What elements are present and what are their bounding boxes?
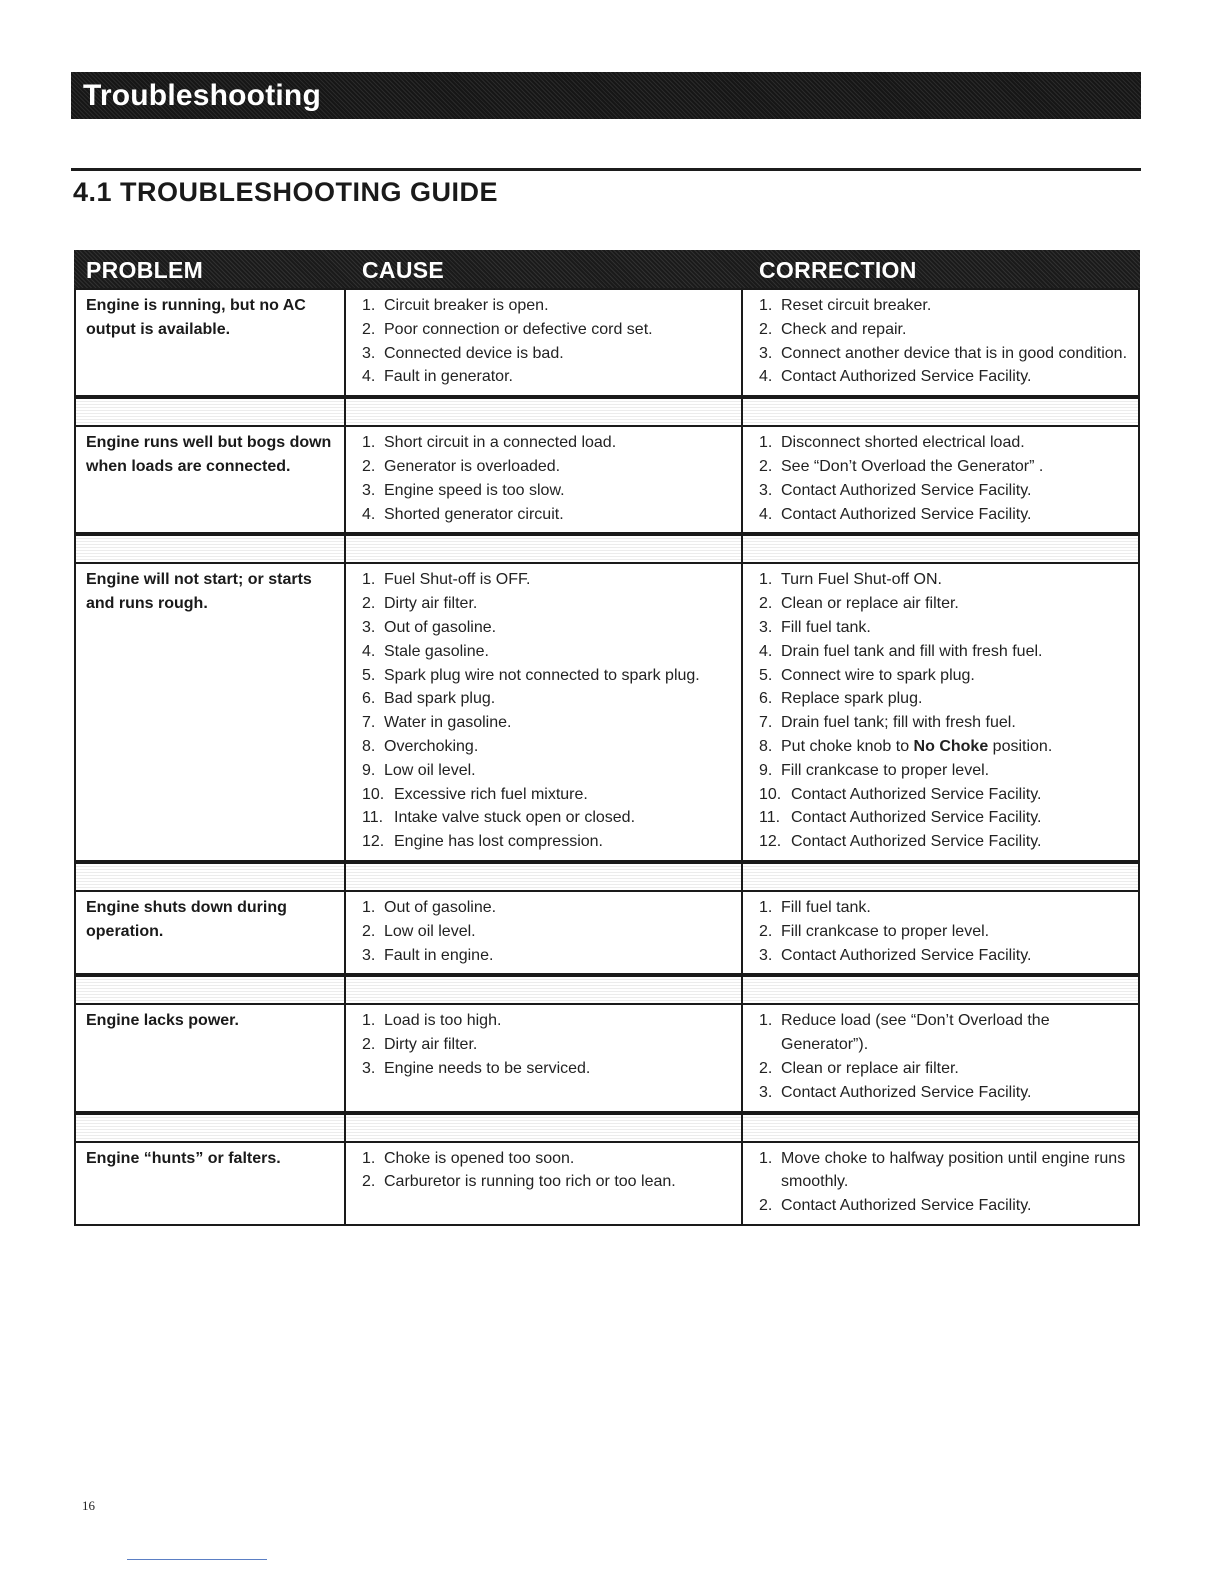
list-item [759,342,1128,366]
item-text: Check and repair. [781,320,907,338]
item-text: Connect wire to spark plug. [781,666,975,684]
cause-cell [346,568,743,854]
item-number: 8. [362,737,376,755]
item-text: Bad spark plug. [384,690,496,708]
item-number: 10. [759,785,782,803]
table-row [74,1143,1140,1226]
list-item [362,294,735,318]
item-text: Short circuit in a connected load. [384,434,617,452]
list-item [362,592,735,616]
item-text: Disconnect shorted electrical load. [781,434,1025,452]
item-number: 2. [362,320,376,338]
correction-cell [743,896,1138,967]
item-text: Contact Authorized Service Facility. [781,1197,1032,1215]
item-text: Fill fuel tank. [781,618,871,636]
list-item [362,1009,735,1033]
item-number: 1. [362,1012,376,1030]
item-text: Dirty air filter. [384,595,478,613]
list-item [759,592,1128,616]
list-item [759,503,1128,527]
problem-cell [76,294,346,389]
item-number: 4. [759,642,773,660]
list-item [759,568,1128,592]
item-text: Connected device is bad. [384,344,564,362]
item-number: 2. [759,1059,773,1077]
item-text: Contact Authorized Service Facility. [781,481,1032,499]
column-header-correction: CORRECTION [759,257,917,283]
item-text: See “Don’t Overload the Generator” . [781,457,1044,475]
list-item [759,783,1128,807]
item-number: 1. [759,1012,773,1030]
cause-cell [346,896,743,967]
item-text: Contact Authorized Service Facility. [791,809,1042,827]
item-number: 1. [362,297,376,314]
heading-rule [71,168,1141,171]
item-text: Engine has lost compression. [394,833,603,851]
list-item [362,664,735,688]
item-text: Out of gasoline. [384,898,497,916]
list-item [362,711,735,735]
item-number: 3. [759,946,773,964]
list-item [362,342,735,366]
item-number: 1. [759,571,773,589]
list-item [759,1081,1128,1105]
item-text: Reduce load (see “Don’t Overload the Generator”). [781,1012,1050,1054]
list-item [362,503,735,527]
item-number: 1. [759,297,773,314]
item-number: 12. [759,833,782,851]
item-number: 3. [759,344,773,362]
item-text: Connect another device that is in good condition. [781,344,1128,362]
item-text: Water in gasoline. [384,714,512,732]
list-item [362,806,735,830]
list-item [362,479,735,503]
item-number: 11. [759,809,781,827]
item-number: 2. [362,457,376,475]
list-item [759,640,1128,664]
list-item [759,479,1128,503]
separator-row [74,397,1140,427]
list-item [362,318,735,342]
problem-cell [76,431,346,526]
item-text: Engine needs to be serviced. [384,1059,591,1077]
list-item [759,759,1128,783]
table-row [74,1005,1140,1112]
problem-text: Engine runs well but bogs down when loads are connected. [86,434,332,476]
list-item [759,1057,1128,1081]
list-item [759,294,1128,318]
item-text: Out of gasoline. [384,618,497,636]
item-number: 1. [362,1149,376,1167]
list-item [759,1147,1128,1195]
item-text: Turn Fuel Shut-off ON. [781,571,942,589]
list-item [759,896,1128,920]
table-row [74,892,1140,975]
list-item [759,616,1128,640]
list-item [759,920,1128,944]
list-item [759,1194,1128,1218]
list-item [759,687,1128,711]
item-number: 5. [362,666,376,684]
item-text: Fill crankcase to proper level. [781,761,990,779]
item-number: 3. [362,946,376,964]
correction-cell [743,294,1138,389]
item-text: Fault in generator. [384,368,513,386]
list-item [362,1033,735,1057]
separator-row [74,975,1140,1005]
section-banner-title: Troubleshooting [83,79,321,112]
item-text: Low oil level. [384,922,476,940]
item-text: Intake valve stuck open or closed. [394,809,636,827]
item-number: 2. [362,1173,376,1191]
list-item [362,1057,735,1081]
footer-line [127,1559,267,1560]
item-text-after: position. [988,737,1053,755]
list-item [759,431,1128,455]
item-text: Circuit breaker is open. [384,297,549,314]
list-item [362,735,735,759]
cause-cell [346,294,743,389]
item-text: Contact Authorized Service Facility. [791,785,1042,803]
item-text: Choke is opened too soon. [384,1149,575,1167]
item-text: Drain fuel tank; fill with fresh fuel. [781,714,1016,732]
item-text: Spark plug wire not connected to spark plug. [384,666,700,684]
item-text: Generator is overloaded. [384,457,561,475]
item-number: 6. [759,690,773,708]
item-number: 2. [759,1197,773,1215]
list-item [759,365,1128,389]
item-text: Clean or replace air filter. [781,1059,959,1077]
item-text: Stale gasoline. [384,642,489,660]
item-text: Fuel Shut-off is OFF. [384,571,531,589]
table-row [74,288,1140,397]
list-item [759,455,1128,479]
troubleshooting-table [74,288,1140,1226]
item-text: Replace spark plug. [781,690,923,708]
item-number: 3. [759,481,773,499]
item-number: 1. [759,1149,773,1167]
list-item [362,759,735,783]
problem-text: Engine will not start; or starts and runs rough. [86,571,312,613]
page-number: 16 [82,1498,95,1513]
table-header [74,250,1140,288]
problem-cell [76,1009,346,1104]
list-item [759,664,1128,688]
separator-row [74,862,1140,892]
item-text: Put choke knob to [781,737,910,755]
item-text: Fault in engine. [384,946,494,964]
item-number: 4. [759,505,773,523]
item-number: 6. [362,690,376,708]
item-text: Drain fuel tank and fill with fresh fuel. [781,642,1043,660]
item-text: Fill fuel tank. [781,898,871,916]
list-item [362,783,735,807]
item-number: 7. [759,714,773,732]
cause-cell [346,1147,743,1218]
correction-cell [743,1009,1138,1104]
list-item [362,431,735,455]
item-number: 2. [759,457,773,475]
item-number: 12. [362,833,385,851]
item-number: 3. [362,618,376,636]
item-number: 9. [362,761,376,779]
page-title: 4.1 TROUBLESHOOTING GUIDE [73,177,499,207]
item-text: Dirty air filter. [384,1036,478,1054]
problem-text: Engine “hunts” or falters. [86,1149,281,1167]
item-number: 1. [362,434,376,452]
item-number: 2. [362,595,376,613]
correction-cell [743,431,1138,526]
correction-cell [743,1147,1138,1218]
list-item [759,830,1128,854]
list-item [362,1147,735,1171]
item-number: 3. [362,344,376,362]
item-number: 4. [362,642,376,660]
section-banner [71,72,1141,119]
item-number: 9. [759,761,773,779]
item-number: 1. [362,898,376,916]
list-item [362,640,735,664]
item-number: 2. [759,595,773,613]
column-header-cause: CAUSE [362,257,445,283]
problem-text: Engine shuts down during operation. [86,898,287,940]
list-item [759,711,1128,735]
item-number: 7. [362,714,376,732]
correction-cell [743,568,1138,854]
cause-cell [346,431,743,526]
item-number: 8. [759,737,773,755]
item-number: 2. [362,1036,376,1054]
column-header-problem: PROBLEM [86,257,204,283]
item-text: Poor connection or defective cord set. [384,320,653,338]
list-item [362,920,735,944]
item-text: Contact Authorized Service Facility. [781,505,1032,523]
item-number: 5. [759,666,773,684]
item-text: Engine speed is too slow. [384,481,565,499]
list-item [362,687,735,711]
list-item [362,1170,735,1194]
list-item [759,1009,1128,1057]
list-item [362,944,735,968]
item-text: Load is too high. [384,1012,502,1030]
item-text: Clean or replace air filter. [781,595,959,613]
item-number: 2. [759,922,773,940]
table-row [74,564,1140,862]
problem-cell [76,896,346,967]
item-number: 3. [362,481,376,499]
item-number: 4. [362,505,376,523]
item-text: Contact Authorized Service Facility. [781,946,1032,964]
list-item [362,616,735,640]
item-text: Move choke to halfway position until engine runs smoothly. [781,1149,1126,1191]
list-item [362,365,735,389]
item-number: 1. [759,898,773,916]
separator-row [74,534,1140,564]
list-item [759,806,1128,830]
table-row [74,427,1140,534]
item-number: 2. [362,922,376,940]
list-item [759,318,1128,342]
problem-text: Engine lacks power. [86,1012,239,1030]
item-text: Shorted generator circuit. [384,505,564,523]
item-text: Contact Authorized Service Facility. [781,1083,1032,1101]
list-item [362,568,735,592]
item-number: 10. [362,785,385,803]
item-text: Excessive rich fuel mixture. [394,785,588,803]
item-text: Contact Authorized Service Facility. [791,833,1042,851]
item-number: 4. [362,368,376,386]
item-number: 3. [759,618,773,636]
item-text: Overchoking. [384,737,479,755]
list-item [362,896,735,920]
item-number: 2. [759,320,773,338]
item-text: Fill crankcase to proper level. [781,922,990,940]
item-number: 3. [362,1059,376,1077]
problem-cell [76,568,346,854]
list-item [362,830,735,854]
separator-row [74,1113,1140,1143]
item-text: Reset circuit breaker. [781,297,932,314]
list-item [759,944,1128,968]
item-number: 4. [759,368,773,386]
item-text: Low oil level. [384,761,476,779]
cause-cell [346,1009,743,1104]
item-text: Carburetor is running too rich or too lean. [384,1173,676,1191]
item-text: Contact Authorized Service Facility. [781,368,1032,386]
item-number: 3. [759,1083,773,1101]
item-text-bold: No Choke [913,737,989,755]
problem-text: Engine is running, but no AC output is available. [86,297,306,338]
item-number: 1. [362,571,376,589]
list-item [362,455,735,479]
problem-cell [76,1147,346,1218]
item-number: 1. [759,434,773,452]
list-item [759,735,1128,759]
item-number: 11. [362,809,384,827]
